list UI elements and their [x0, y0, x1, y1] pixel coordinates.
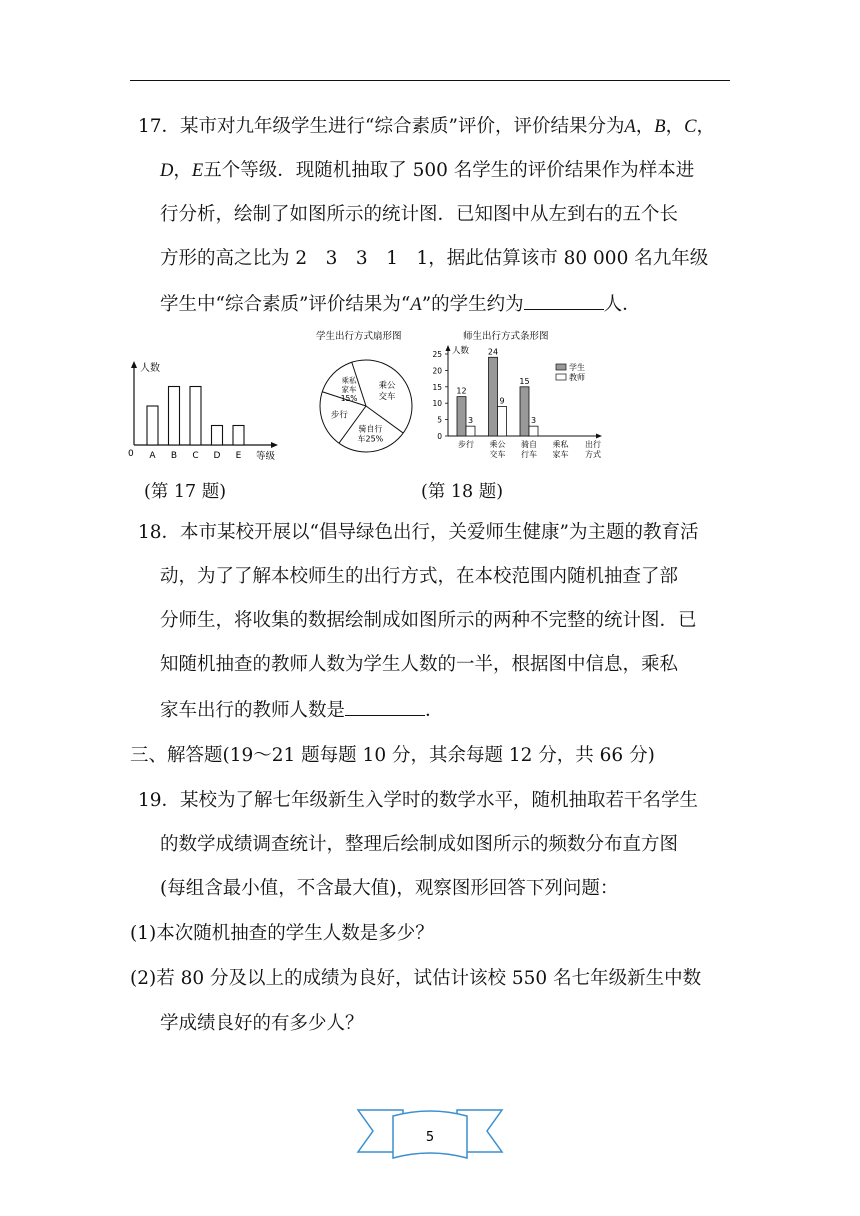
q19-part-2-line-2: 学成绩良好的有多少人？: [160, 1013, 364, 1034]
bar-学生-1: [489, 357, 498, 436]
bar-cat-0: 步行: [458, 440, 474, 449]
bar-ylabel: 人数: [452, 346, 470, 356]
fig17-bar-B: [169, 387, 180, 446]
legend-teachers-swatch: [556, 374, 566, 380]
figure-17-bar-chart: [120, 355, 285, 465]
q19-line-3: (每组含最小值，不含最大值)，观察图形回答下列问题：: [160, 878, 619, 899]
q18-line-4: 知随机抽查的教师人数为学生人数的一半，根据图中信息，乘私: [160, 654, 679, 675]
fig17-origin: 0: [128, 449, 134, 459]
pie-title: 学生出行方式扇形图: [316, 331, 402, 342]
bar-ytick-10: 10: [432, 399, 442, 409]
bar-value-学生-1: 24: [487, 347, 499, 357]
q19-line-2: 的数学成绩调查统计，整理后绘制成如图所示的频数分布直方图: [160, 834, 679, 855]
figure-18-bar-chart: [425, 328, 610, 468]
pie-label-car: 乘私家车 15%: [340, 376, 358, 404]
bar-ytick-0: 0: [437, 432, 442, 441]
q18-line-5: 家车出行的教师人数是 ．: [160, 697, 444, 723]
pie-label-walk: 步行: [330, 410, 348, 421]
fig17-xlabel: 等级: [256, 451, 276, 462]
bar-cat-1: 乘公交车: [489, 440, 506, 459]
fig17-cat-B: B: [170, 451, 178, 461]
q17-line-2: D，E五个等级．现随机抽取了 500 名学生的评价结果作为样本进: [160, 160, 695, 181]
bar-title: 师生出行方式条形图: [463, 331, 549, 342]
q17-line-5: 学生中“综合素质”评价结果为“A”的学生约为 人．: [160, 291, 641, 317]
q19-part-1: (1)本次随机抽查的学生人数是多少？: [130, 923, 434, 944]
q18-line-2: 动，为了了解本校师生的出行方式，在本校范围内随机抽查了部: [160, 566, 679, 587]
bar-学生-0: [457, 397, 466, 436]
legend-students: 学生: [569, 363, 585, 372]
bar-value-学生-0: 12: [456, 386, 467, 396]
pie-label-bus: 乘公交车: [378, 381, 396, 403]
fig17-bar-E: [233, 426, 244, 446]
q17-line-4: 方形的高之比为 2 3 3 1 1，据此估算该市 80 000 名九年级: [160, 248, 709, 269]
fig17-cat-C: C: [192, 451, 199, 461]
fig17-bar-D: [212, 426, 223, 446]
bar-ytick-25: 25: [432, 350, 442, 359]
fig17-bar-A: [147, 406, 158, 445]
fig17-cat-E: E: [235, 451, 242, 461]
pie-label-bike: 骑自行车25%: [357, 424, 384, 444]
bar-cat-3: 乘私家车: [552, 440, 569, 459]
fig17-cat-A: A: [149, 451, 156, 461]
page-number-banner: [355, 1102, 505, 1164]
bar-教师-0: [466, 426, 475, 436]
figure-17-caption: (第 17 题): [144, 482, 227, 502]
bar-cat-2: 骑自行车: [521, 440, 537, 459]
fig17-cat-D: D: [213, 451, 221, 461]
figure-18-caption: (第 18 题): [421, 482, 504, 502]
bar-value-教师-0: 3: [467, 416, 474, 426]
bar-教师-2: [529, 426, 538, 436]
legend-teachers: 教师: [569, 373, 585, 382]
page-number: 5: [425, 1130, 435, 1145]
section-3-heading: 三、解答题(19～21 题每题 10 分，其余每题 12 分，共 66 分): [130, 745, 655, 766]
fig17-ylabel: 人数: [140, 363, 160, 374]
bar-学生-2: [520, 387, 529, 436]
bar-ytick-5: 5: [437, 415, 442, 425]
legend-students-swatch: [556, 364, 566, 370]
q17-line-3: 行分析，绘制了如图所示的统计图．已知图中从左到右的五个长: [160, 204, 679, 225]
fig17-bar-C: [190, 387, 201, 446]
bar-value-教师-2: 3: [530, 416, 537, 426]
q17-line-1: 17．某市对九年级学生进行“综合素质”评价，评价结果分为A，B，C，: [138, 116, 715, 137]
q18-line-3: 分师生，将收集的数据绘制成如图所示的两种不完整的统计图．已: [160, 610, 697, 631]
q19-line-1: 19．某校为了解七年级新生入学时的数学水平，随机抽取若干名学生: [138, 790, 699, 811]
bar-xlabel: 出行方式: [585, 440, 601, 459]
bar-ytick-20: 20: [432, 366, 442, 376]
q18-line-1: 18．本市某校开展以“倡导绿色出行，关爱师生健康”为主题的教育活: [138, 522, 699, 543]
q19-part-2-line-1: (2)若 80 分及以上的成绩为良好，试估计该校 550 名七年级新生中数: [130, 968, 702, 989]
bar-value-学生-2: 15: [519, 376, 530, 386]
bar-ytick-15: 15: [432, 382, 442, 392]
bar-教师-1: [498, 406, 507, 436]
bar-value-教师-1: 9: [499, 396, 505, 406]
figure-18-pie-chart: [310, 328, 428, 456]
top-rule: [130, 80, 730, 81]
